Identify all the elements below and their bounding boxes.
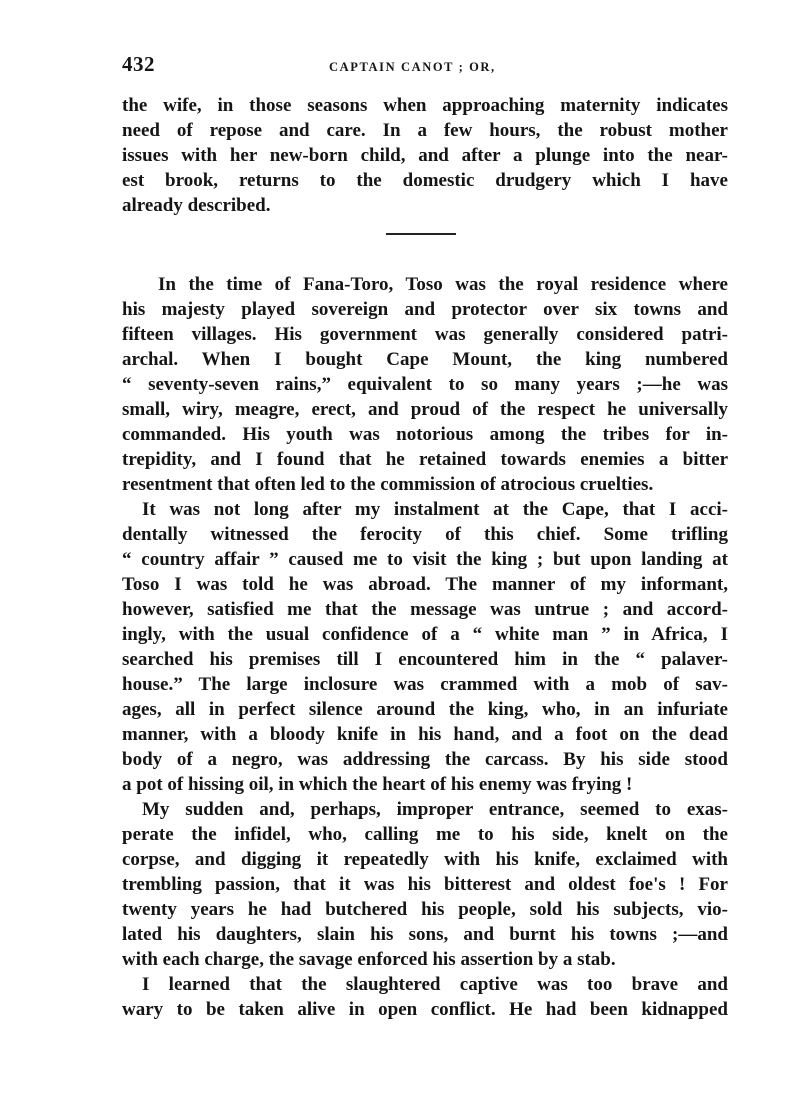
text-line: corpse, and digging it repeatedly with his knife, exclaimed with: [122, 849, 728, 870]
text-line: searched his premises till I encountered him in the “ palaver-: [122, 649, 728, 670]
text-line: twenty years he had butchered his people, sold his subjects, vio-: [122, 899, 728, 920]
text-line: small, wiry, meagre, erect, and proud of the respect he universally: [122, 399, 728, 420]
text-line: house.” The large inclosure was crammed with a mob of sav-: [122, 674, 728, 695]
text-line: My sudden and, perhaps, improper entrance, seemed to exas-: [142, 799, 728, 820]
page-number: 432: [122, 52, 155, 76]
text-line: body of a negro, was addressing the carcass. By his side stood: [122, 749, 728, 770]
text-line: the wife, in those seasons when approaching maternity indicates: [122, 95, 728, 116]
text-line: trepidity, and I found that he retained towards enemies a bitter: [122, 449, 728, 470]
text-line: trembling passion, that it was his bitterest and oldest foe's ! For: [122, 874, 728, 895]
text-line: issues with her new-born child, and after a plunge into the near-: [122, 145, 728, 166]
text-line: “ country affair ” caused me to visit the king ; but upon landing at: [122, 549, 728, 570]
text-line: ingly, with the usual confidence of a “ white man ” in Africa, I: [122, 624, 728, 645]
text-line: perate the infidel, who, calling me to his side, knelt on the: [122, 824, 728, 845]
text-line: his majesty played sovereign and protector over six towns and: [122, 299, 728, 320]
text-line: with each charge, the savage enforced his assertion by a stab.: [122, 949, 616, 970]
text-line: already described.: [122, 195, 271, 216]
running-head: CAPTAIN CANOT ; OR,: [329, 60, 496, 74]
text-line: dentally witnessed the ferocity of this chief. Some trifling: [122, 524, 728, 545]
text-line: fifteen villages. His government was generally considered patri-: [122, 324, 728, 345]
text-line: “ seventy-seven rains,” equivalent to so many years ;—he was: [122, 374, 728, 395]
text-line: resentment that often led to the commission of atrocious cruelties.: [122, 474, 654, 495]
paragraph-maternity: [122, 93, 728, 218]
text-line: est brook, returns to the domestic drudgery which I have: [122, 170, 728, 191]
text-line: however, satisfied me that the message was untrue ; and accord-: [122, 599, 728, 620]
text-line: archal. When I bought Cape Mount, the king numbered: [122, 349, 728, 370]
text-line: I learned that the slaughtered captive was too brave and: [142, 974, 728, 995]
text-line: a pot of hissing oil, in which the heart of his enemy was frying !: [122, 774, 633, 795]
text-line: lated his daughters, slain his sons, and burnt his towns ;—and: [122, 924, 728, 945]
text-line: commanded. His youth was notorious among the tribes for in-: [122, 424, 728, 445]
text-line: In the time of Fana-Toro, Toso was the royal residence where: [158, 274, 728, 295]
text-line: It was not long after my instalment at the Cape, that I acci-: [142, 499, 728, 520]
section-divider: [386, 233, 456, 235]
text-line: Toso I was told he was abroad. The manner of my informant,: [122, 574, 728, 595]
text-line: need of repose and care. In a few hours, the robust mother: [122, 120, 728, 141]
text-line: manner, with a bloody knife in his hand, and a foot on the dead: [122, 724, 728, 745]
text-line: wary to be taken alive in open conflict. He had been kidnapped: [122, 999, 728, 1020]
text-line: ages, all in perfect silence around the king, who, in an infuriate: [122, 699, 728, 720]
page-header: [122, 52, 728, 82]
section-fana-toro: [122, 272, 728, 1022]
